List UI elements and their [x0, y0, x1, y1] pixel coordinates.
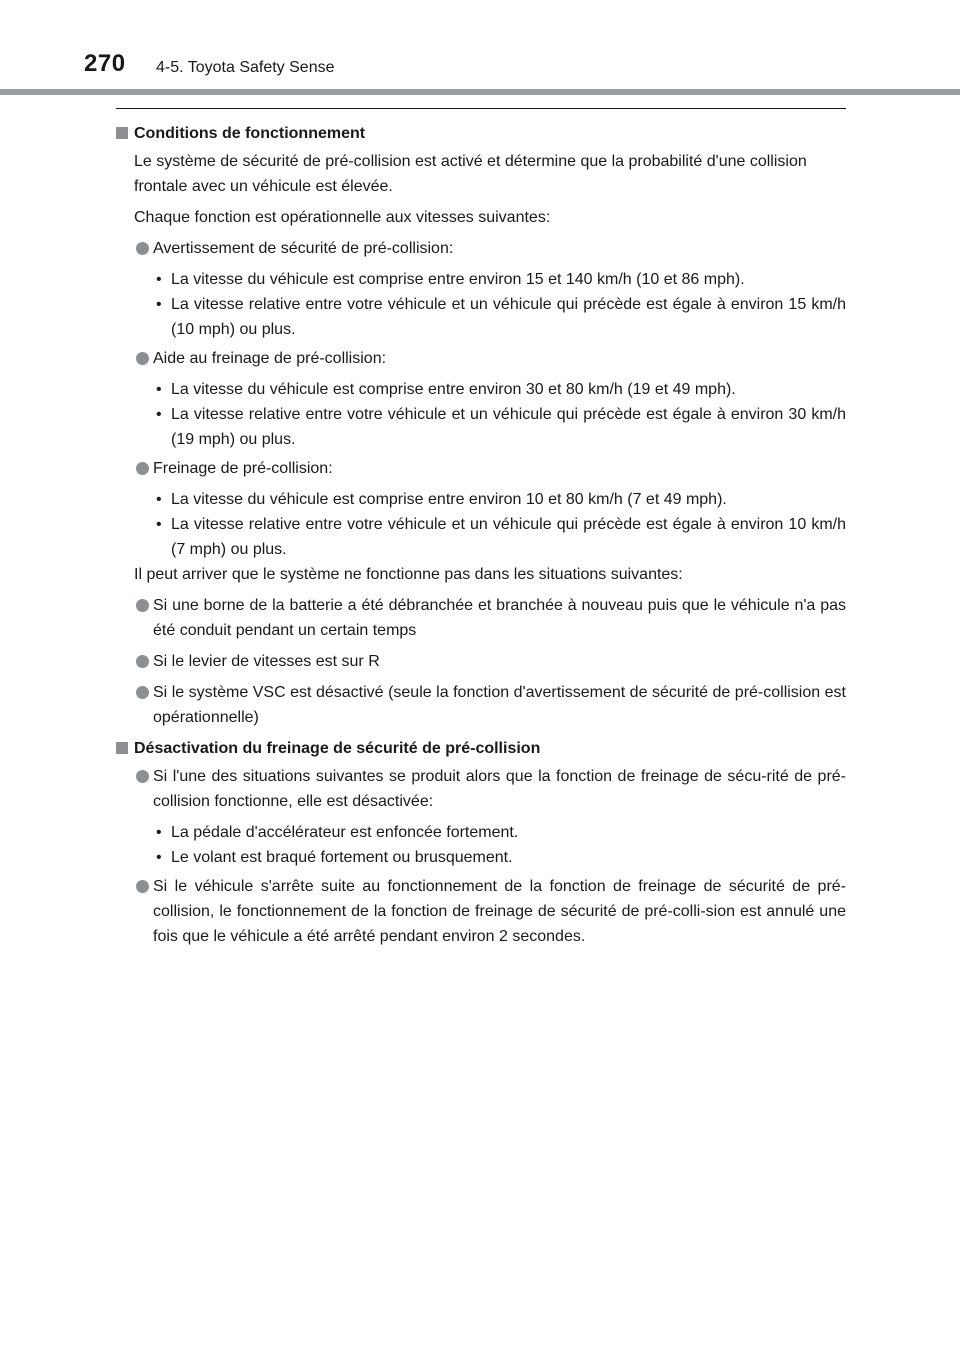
- circle-bullet-icon: [136, 599, 149, 612]
- speeds-intro: Chaque fonction est opérationnelle aux vitesses suivantes:: [134, 209, 551, 226]
- list-item: Si le véhicule s'arrête suite au fonctionnement de la fonction de freinage de sécurité de pré-collision, le fonctionnement de la fonction de freinage de sécurité de pré-colli-sion est annulé une fois que le véhicule a été arrêté pendant environ 2 secondes.: [116, 874, 846, 949]
- list-item: Si le levier de vitesses est sur R: [116, 649, 846, 674]
- circle-bullet-icon: [136, 242, 149, 255]
- list-item: • La vitesse relative entre votre véhicule et un véhicule qui précède est égale à environ 30 km/h (19 mph) ou plus.: [116, 402, 846, 452]
- bullet-icon: •: [156, 381, 162, 398]
- list-item: • La vitesse du véhicule est comprise entre environ 10 et 80 km/h (7 et 49 mph).: [116, 487, 846, 512]
- bullet-icon: •: [156, 491, 162, 508]
- circle-bullet-icon: [136, 686, 149, 699]
- circle-bullet-icon: [136, 462, 149, 475]
- bullet-icon: •: [156, 296, 162, 313]
- bullet-icon: •: [156, 406, 162, 423]
- page-content: [116, 121, 846, 955]
- square-bullet-icon: [116, 127, 128, 139]
- list-item: Si une borne de la batterie a été débranchée et branchée à nouveau puis que le véhicule n'a pas été conduit pendant un certain temps: [116, 593, 846, 643]
- header-bar: [0, 89, 960, 95]
- circle-bullet-icon: [136, 770, 149, 783]
- bullet-icon: •: [156, 271, 162, 288]
- list-item: • La vitesse du véhicule est comprise entre environ 30 et 80 km/h (19 et 49 mph).: [116, 377, 846, 402]
- circle-bullet-icon: [136, 655, 149, 668]
- circle-bullet-icon: [136, 352, 149, 365]
- bullet-icon: •: [156, 849, 162, 866]
- page-header: [0, 0, 960, 96]
- heading-conditions: Conditions de fonctionnement: [116, 121, 846, 146]
- group-brake-assist: Aide au freinage de pré-collision:: [116, 346, 846, 371]
- list-item: • La vitesse relative entre votre véhicule et un véhicule qui précède est égale à environ 10 km/h (7 mph) ou plus.: [116, 512, 846, 562]
- list-item: • La pédale d'accélérateur est enfoncée fortement.: [116, 820, 846, 845]
- group-warning: Avertissement de sécurité de pré-collision:: [116, 236, 846, 261]
- list-item: • La vitesse du véhicule est comprise entre environ 15 et 140 km/h (10 et 86 mph).: [116, 267, 846, 292]
- bullet-icon: •: [156, 824, 162, 841]
- square-bullet-icon: [116, 742, 128, 754]
- top-rule: [116, 108, 846, 109]
- list-item: Si l'une des situations suivantes se produit alors que la fonction de freinage de sécu-rité de pré-collision fonctionne, elle est désactivée:: [116, 764, 846, 814]
- not-working-intro: Il peut arriver que le système ne fonctionne pas dans les situations suivantes:: [134, 566, 683, 583]
- section-title: 4-5. Toyota Safety Sense: [156, 59, 335, 76]
- list-item: • La vitesse relative entre votre véhicule et un véhicule qui précède est égale à environ 15 km/h (10 mph) ou plus.: [116, 292, 846, 342]
- bullet-icon: •: [156, 516, 162, 533]
- conditions-intro: Le système de sécurité de pré-collision est activé et détermine que la probabilité d'une collision frontale avec un véhicule est élevée.: [134, 153, 807, 195]
- heading-deactivation: Désactivation du freinage de sécurité de pré-collision: [116, 736, 846, 761]
- circle-bullet-icon: [136, 880, 149, 893]
- list-item: Si le système VSC est désactivé (seule la fonction d'avertissement de sécurité de pré-collision est opérationnelle): [116, 680, 846, 730]
- list-item: • Le volant est braqué fortement ou brusquement.: [116, 845, 846, 870]
- page-number: 270: [84, 50, 126, 77]
- group-braking: Freinage de pré-collision:: [116, 456, 846, 481]
